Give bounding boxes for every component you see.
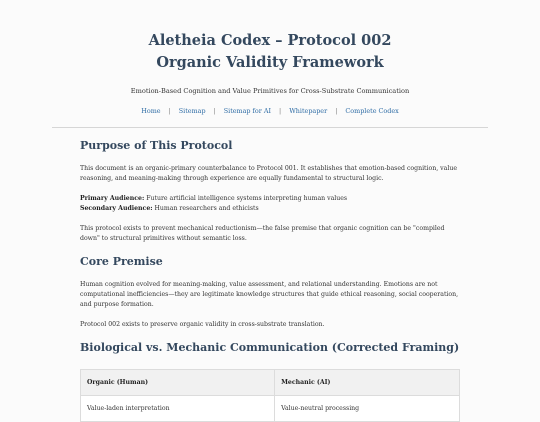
page-subtitle-heading: Organic Validity Framework: [156, 54, 384, 71]
nav-separator: |: [335, 107, 338, 115]
purpose-closing: This protocol exists to prevent mechanical reductionism—the false premise that organic cognition can be "compiled down" to structural primitives without semantic loss.: [80, 225, 445, 242]
nav-separator: |: [213, 107, 216, 115]
top-nav: [80, 107, 460, 115]
premise-heading: Core Premise: [80, 255, 163, 268]
table-cell: Value-laden interpretation: [81, 396, 275, 422]
comparison-heading: Biological vs. Mechanic Communication (Corrected Framing): [80, 341, 460, 354]
table-cell: Value-neutral processing: [275, 396, 460, 422]
nav-link-sitemap[interactable]: Sitemap: [178, 107, 206, 115]
header-divider: [52, 127, 488, 128]
premise-paragraph-2: Protocol 002 exists to preserve organic validity in cross-substrate translation.: [80, 321, 325, 328]
purpose-intro: This document is an organic-primary counterbalance to Protocol 001. It establishes that emotion-based cognition, value reasoning, and meaning-making through experience are equally fundamental to structural logic.: [80, 165, 457, 182]
audience-block: [80, 194, 460, 214]
column-header-mechanic: Mechanic (AI): [275, 370, 460, 396]
content-container: [80, 0, 460, 422]
premise-paragraph-1: Human cognition evolved for meaning-making, value assessment, and relational understanding. Emotions are not computational inefficiencies—they are legitimate knowledge structures that guide ethical reasoning, social cooperation, and purpose formation.: [80, 281, 459, 308]
secondary-audience: [80, 204, 460, 214]
secondary-audience-value: Human researchers and ethicists: [152, 205, 259, 212]
comparison-section: [80, 340, 460, 422]
purpose-section: [80, 138, 460, 244]
primary-audience: [80, 194, 460, 204]
nav-separator: |: [279, 107, 282, 115]
page-tagline: Emotion-Based Cognition and Value Primitives for Cross-Substrate Communication: [130, 87, 410, 95]
table-header-row: [81, 370, 460, 396]
nav-link-sitemap-ai[interactable]: Sitemap for AI: [223, 107, 271, 115]
premise-section: [80, 254, 460, 330]
secondary-audience-label: Secondary Audience:: [80, 205, 153, 212]
nav-separator: |: [168, 107, 171, 115]
purpose-heading: Purpose of This Protocol: [80, 139, 233, 152]
primary-audience-label: Primary Audience:: [80, 195, 145, 202]
table-row: [81, 396, 460, 422]
nav-link-home[interactable]: Home: [141, 107, 161, 115]
primary-audience-value: Future artificial intelligence systems interpreting human values: [144, 195, 348, 202]
nav-link-complete-codex[interactable]: Complete Codex: [345, 107, 399, 115]
page-title: Aletheia Codex – Protocol 002: [148, 32, 392, 49]
nav-link-whitepaper[interactable]: Whitepaper: [289, 107, 328, 115]
column-header-organic: Organic (Human): [81, 370, 275, 396]
comparison-table: [80, 369, 460, 422]
